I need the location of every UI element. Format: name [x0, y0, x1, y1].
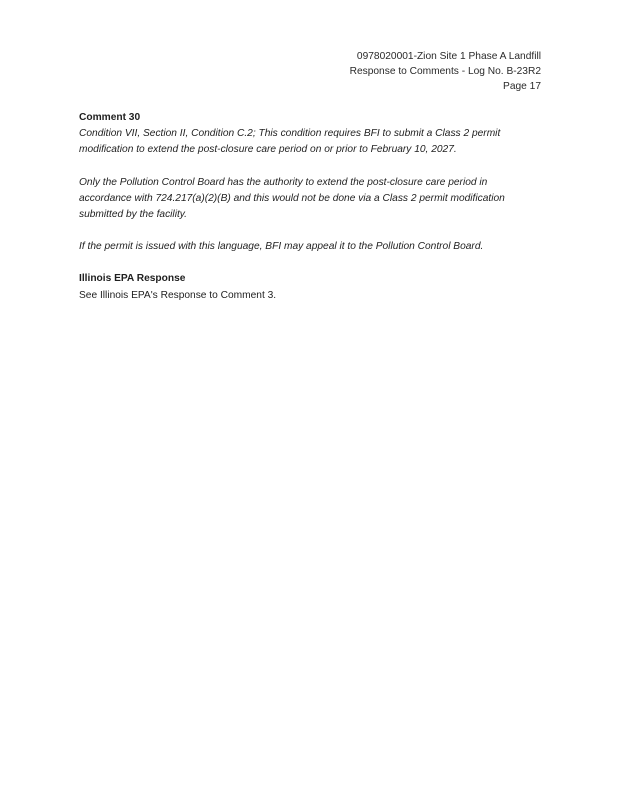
- header-document-id: 0978020001-Zion Site 1 Phase A Landfill: [356, 51, 541, 62]
- comment-paragraph-2: [79, 175, 549, 224]
- comment-paragraph-3-line-1: If the permit is issued with this language, BFI may appeal it to the Pollution Control Board.: [79, 241, 484, 253]
- comment-paragraph-1: [79, 126, 549, 158]
- comment-paragraph-1-line-1: Condition VII, Section II, Condition C.2; This condition requires BFI to submit a Class 2 permit: [79, 128, 501, 140]
- page-header: [350, 49, 541, 94]
- comment-paragraph-1-line-2: modification to extend the post-closure care period on or prior to February 10, 2027.: [79, 144, 457, 156]
- document-body: [79, 110, 549, 304]
- response-heading: Illinois EPA Response: [79, 273, 186, 285]
- comment-heading: Comment 30: [79, 112, 141, 123]
- comment-paragraph-2-line-2: accordance with 724.217(a)(2)(B) and this would not be done via a Class 2 permit modification: [79, 192, 505, 204]
- comment-paragraph-3: [79, 239, 549, 255]
- header-log-number: Response to Comments - Log No. B-23R2: [349, 66, 541, 77]
- comment-paragraph-2-line-3: submitted by the facility.: [79, 209, 187, 221]
- response-text: See Illinois EPA's Response to Comment 3.: [79, 289, 277, 301]
- header-page-number: Page 17: [503, 81, 541, 92]
- comment-paragraph-2-line-1: Only the Pollution Control Board has the authority to extend the post-closure care period in: [79, 176, 488, 188]
